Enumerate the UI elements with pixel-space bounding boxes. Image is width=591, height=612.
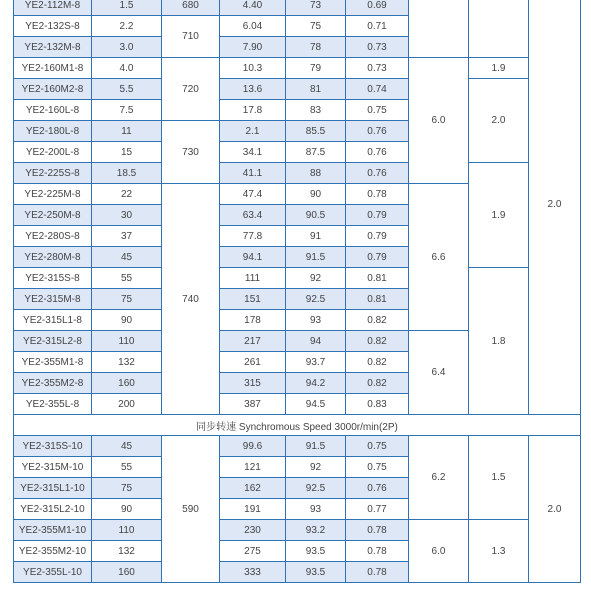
speed-cell: 730 (162, 121, 220, 184)
current-cell: 94.1 (220, 247, 286, 268)
col8-cell (469, 0, 529, 58)
current-cell: 333 (220, 562, 286, 583)
current-cell: 77.8 (220, 226, 286, 247)
col8-cell: 2.0 (469, 79, 529, 163)
model-cell: YE2-315S-8 (14, 268, 92, 289)
model-cell: YE2-280S-8 (14, 226, 92, 247)
model-cell: YE2-355L-10 (14, 562, 92, 583)
power-factor-cell: 0.73 (346, 58, 409, 79)
col7-cell: 6.4 (409, 331, 469, 415)
power-cell: 22 (92, 184, 162, 205)
power-cell: 3.0 (92, 37, 162, 58)
power-cell: 2.2 (92, 16, 162, 37)
power-cell: 90 (92, 310, 162, 331)
partial-cell (409, 0, 469, 58)
efficiency-cell: 93.5 (286, 562, 346, 583)
table-row (14, 0, 581, 16)
model-cell: YE2-355M1-10 (14, 520, 92, 541)
current-cell: 217 (220, 331, 286, 352)
power-cell: 160 (92, 373, 162, 394)
efficiency-cell: 91.5 (286, 247, 346, 268)
speed-cell: 590 (162, 436, 220, 583)
efficiency-cell: 93 (286, 499, 346, 520)
model-cell: YE2-355M2-8 (14, 373, 92, 394)
efficiency-cell: 85.5 (286, 121, 346, 142)
col8-cell: 1.9 (469, 58, 529, 79)
speed-cell: 680 (162, 0, 220, 16)
power-factor-cell: 0.78 (346, 520, 409, 541)
model-cell: YE2-355M2-10 (14, 541, 92, 562)
power-factor-cell: 0.78 (346, 541, 409, 562)
power-factor-cell: 0.73 (346, 37, 409, 58)
model-cell: YE2-315L2-10 (14, 499, 92, 520)
power-factor-cell: 0.76 (346, 478, 409, 499)
efficiency-cell: 78 (286, 37, 346, 58)
power-cell: 4.0 (92, 58, 162, 79)
table-row (14, 436, 581, 457)
model-cell: YE2-315L1-8 (14, 310, 92, 331)
efficiency-cell: 90 (286, 184, 346, 205)
model-cell: YE2-315S-10 (14, 436, 92, 457)
efficiency-cell: 87.5 (286, 142, 346, 163)
power-cell: 75 (92, 289, 162, 310)
model-cell: YE2-225S-8 (14, 163, 92, 184)
power-factor-cell: 0.81 (346, 268, 409, 289)
current-cell: 10.3 (220, 58, 286, 79)
col8-cell: 1.8 (469, 268, 529, 415)
efficiency-cell: 83 (286, 100, 346, 121)
model-cell: YE2-315M-10 (14, 457, 92, 478)
power-factor-cell: 0.76 (346, 163, 409, 184)
efficiency-cell: 92.5 (286, 478, 346, 499)
efficiency-cell: 94 (286, 331, 346, 352)
table-row (14, 415, 581, 436)
power-factor-cell: 0.75 (346, 436, 409, 457)
power-cell: 132 (92, 541, 162, 562)
power-factor-cell: 0.81 (346, 289, 409, 310)
power-cell: 37 (92, 226, 162, 247)
model-cell: YE2-250M-8 (14, 205, 92, 226)
model-cell: YE2-315L2-8 (14, 331, 92, 352)
speed-cell: 720 (162, 58, 220, 121)
model-cell: YE2-280M-8 (14, 247, 92, 268)
current-cell: 261 (220, 352, 286, 373)
power-cell: 75 (92, 478, 162, 499)
power-cell: 55 (92, 268, 162, 289)
power-factor-cell: 0.76 (346, 121, 409, 142)
power-cell: 30 (92, 205, 162, 226)
table-row (14, 268, 581, 289)
model-cell: YE2-132M-8 (14, 37, 92, 58)
current-cell: 315 (220, 373, 286, 394)
efficiency-cell: 91 (286, 226, 346, 247)
model-cell: YE2-160M2-8 (14, 79, 92, 100)
current-cell: 275 (220, 541, 286, 562)
power-cell: 45 (92, 247, 162, 268)
efficiency-cell: 93.2 (286, 520, 346, 541)
current-cell: 34.1 (220, 142, 286, 163)
model-cell: YE2-225M-8 (14, 184, 92, 205)
power-cell: 18.5 (92, 163, 162, 184)
table-row (14, 79, 581, 100)
power-factor-cell: 0.82 (346, 352, 409, 373)
col7-cell: 6.0 (409, 58, 469, 184)
efficiency-cell: 75 (286, 16, 346, 37)
current-cell: 2.1 (220, 121, 286, 142)
col9-cell: 2.0 (529, 436, 581, 583)
current-cell: 178 (220, 310, 286, 331)
efficiency-cell: 94.5 (286, 394, 346, 415)
power-factor-cell: 0.79 (346, 247, 409, 268)
efficiency-cell: 93 (286, 310, 346, 331)
power-cell: 200 (92, 394, 162, 415)
current-cell: 121 (220, 457, 286, 478)
power-cell: 110 (92, 520, 162, 541)
power-cell: 11 (92, 121, 162, 142)
efficiency-cell: 88 (286, 163, 346, 184)
speed-cell: 710 (162, 16, 220, 58)
efficiency-cell: 79 (286, 58, 346, 79)
current-cell: 99.6 (220, 436, 286, 457)
current-cell: 41.1 (220, 163, 286, 184)
power-cell: 90 (92, 499, 162, 520)
power-factor-cell: 0.71 (346, 16, 409, 37)
model-cell: YE2-160M1-8 (14, 58, 92, 79)
power-factor-cell: 0.79 (346, 205, 409, 226)
section-banner: 同步转速 Synchromous Speed 3000r/min(2P) (14, 415, 581, 436)
power-cell: 132 (92, 352, 162, 373)
power-factor-cell: 0.83 (346, 394, 409, 415)
power-factor-cell: 0.82 (346, 310, 409, 331)
power-factor-cell: 0.78 (346, 184, 409, 205)
power-cell: 1.5 (92, 0, 162, 16)
power-cell: 45 (92, 436, 162, 457)
current-cell: 162 (220, 478, 286, 499)
table-row (14, 58, 581, 79)
col8-cell: 1.9 (469, 163, 529, 268)
current-cell: 13.6 (220, 79, 286, 100)
model-cell: YE2-160L-8 (14, 100, 92, 121)
efficiency-cell: 92 (286, 457, 346, 478)
efficiency-cell: 81 (286, 79, 346, 100)
motor-spec-table (13, 0, 581, 583)
efficiency-cell: 73 (286, 0, 346, 16)
power-factor-cell: 0.82 (346, 331, 409, 352)
efficiency-cell: 93.5 (286, 541, 346, 562)
current-cell: 6.04 (220, 16, 286, 37)
power-factor-cell: 0.76 (346, 142, 409, 163)
power-cell: 7.5 (92, 100, 162, 121)
current-cell: 387 (220, 394, 286, 415)
power-factor-cell: 0.74 (346, 79, 409, 100)
current-cell: 17.8 (220, 100, 286, 121)
model-cell: YE2-315L1-10 (14, 478, 92, 499)
power-cell: 55 (92, 457, 162, 478)
current-cell: 151 (220, 289, 286, 310)
efficiency-cell: 91.5 (286, 436, 346, 457)
power-factor-cell: 0.69 (346, 0, 409, 16)
power-cell: 110 (92, 331, 162, 352)
efficiency-cell: 92 (286, 268, 346, 289)
power-cell: 5.5 (92, 79, 162, 100)
power-factor-cell: 0.77 (346, 499, 409, 520)
current-cell: 7.90 (220, 37, 286, 58)
current-cell: 111 (220, 268, 286, 289)
model-cell: YE2-180L-8 (14, 121, 92, 142)
model-cell: YE2-112M-8 (14, 0, 92, 16)
col8-cell: 1.5 (469, 436, 529, 520)
efficiency-cell: 93.7 (286, 352, 346, 373)
col9-cell: 2.0 (529, 0, 581, 415)
power-factor-cell: 0.79 (346, 226, 409, 247)
current-cell: 191 (220, 499, 286, 520)
model-cell: YE2-315M-8 (14, 289, 92, 310)
speed-cell: 740 (162, 184, 220, 415)
efficiency-cell: 92.5 (286, 289, 346, 310)
power-factor-cell: 0.75 (346, 457, 409, 478)
col7-cell: 6.0 (409, 520, 469, 583)
model-cell: YE2-132S-8 (14, 16, 92, 37)
current-cell: 230 (220, 520, 286, 541)
power-factor-cell: 0.75 (346, 100, 409, 121)
col8-cell: 1.3 (469, 520, 529, 583)
col7-cell: 6.2 (409, 436, 469, 520)
power-factor-cell: 0.78 (346, 562, 409, 583)
efficiency-cell: 90.5 (286, 205, 346, 226)
power-cell: 160 (92, 562, 162, 583)
current-cell: 63.4 (220, 205, 286, 226)
model-cell: YE2-200L-8 (14, 142, 92, 163)
col7-cell: 6.6 (409, 184, 469, 331)
model-cell: YE2-355L-8 (14, 394, 92, 415)
table-row (14, 163, 581, 184)
current-cell: 4.40 (220, 0, 286, 16)
efficiency-cell: 94.2 (286, 373, 346, 394)
power-factor-cell: 0.82 (346, 373, 409, 394)
current-cell: 47.4 (220, 184, 286, 205)
table-row (14, 520, 581, 541)
model-cell: YE2-355M1-8 (14, 352, 92, 373)
power-cell: 15 (92, 142, 162, 163)
